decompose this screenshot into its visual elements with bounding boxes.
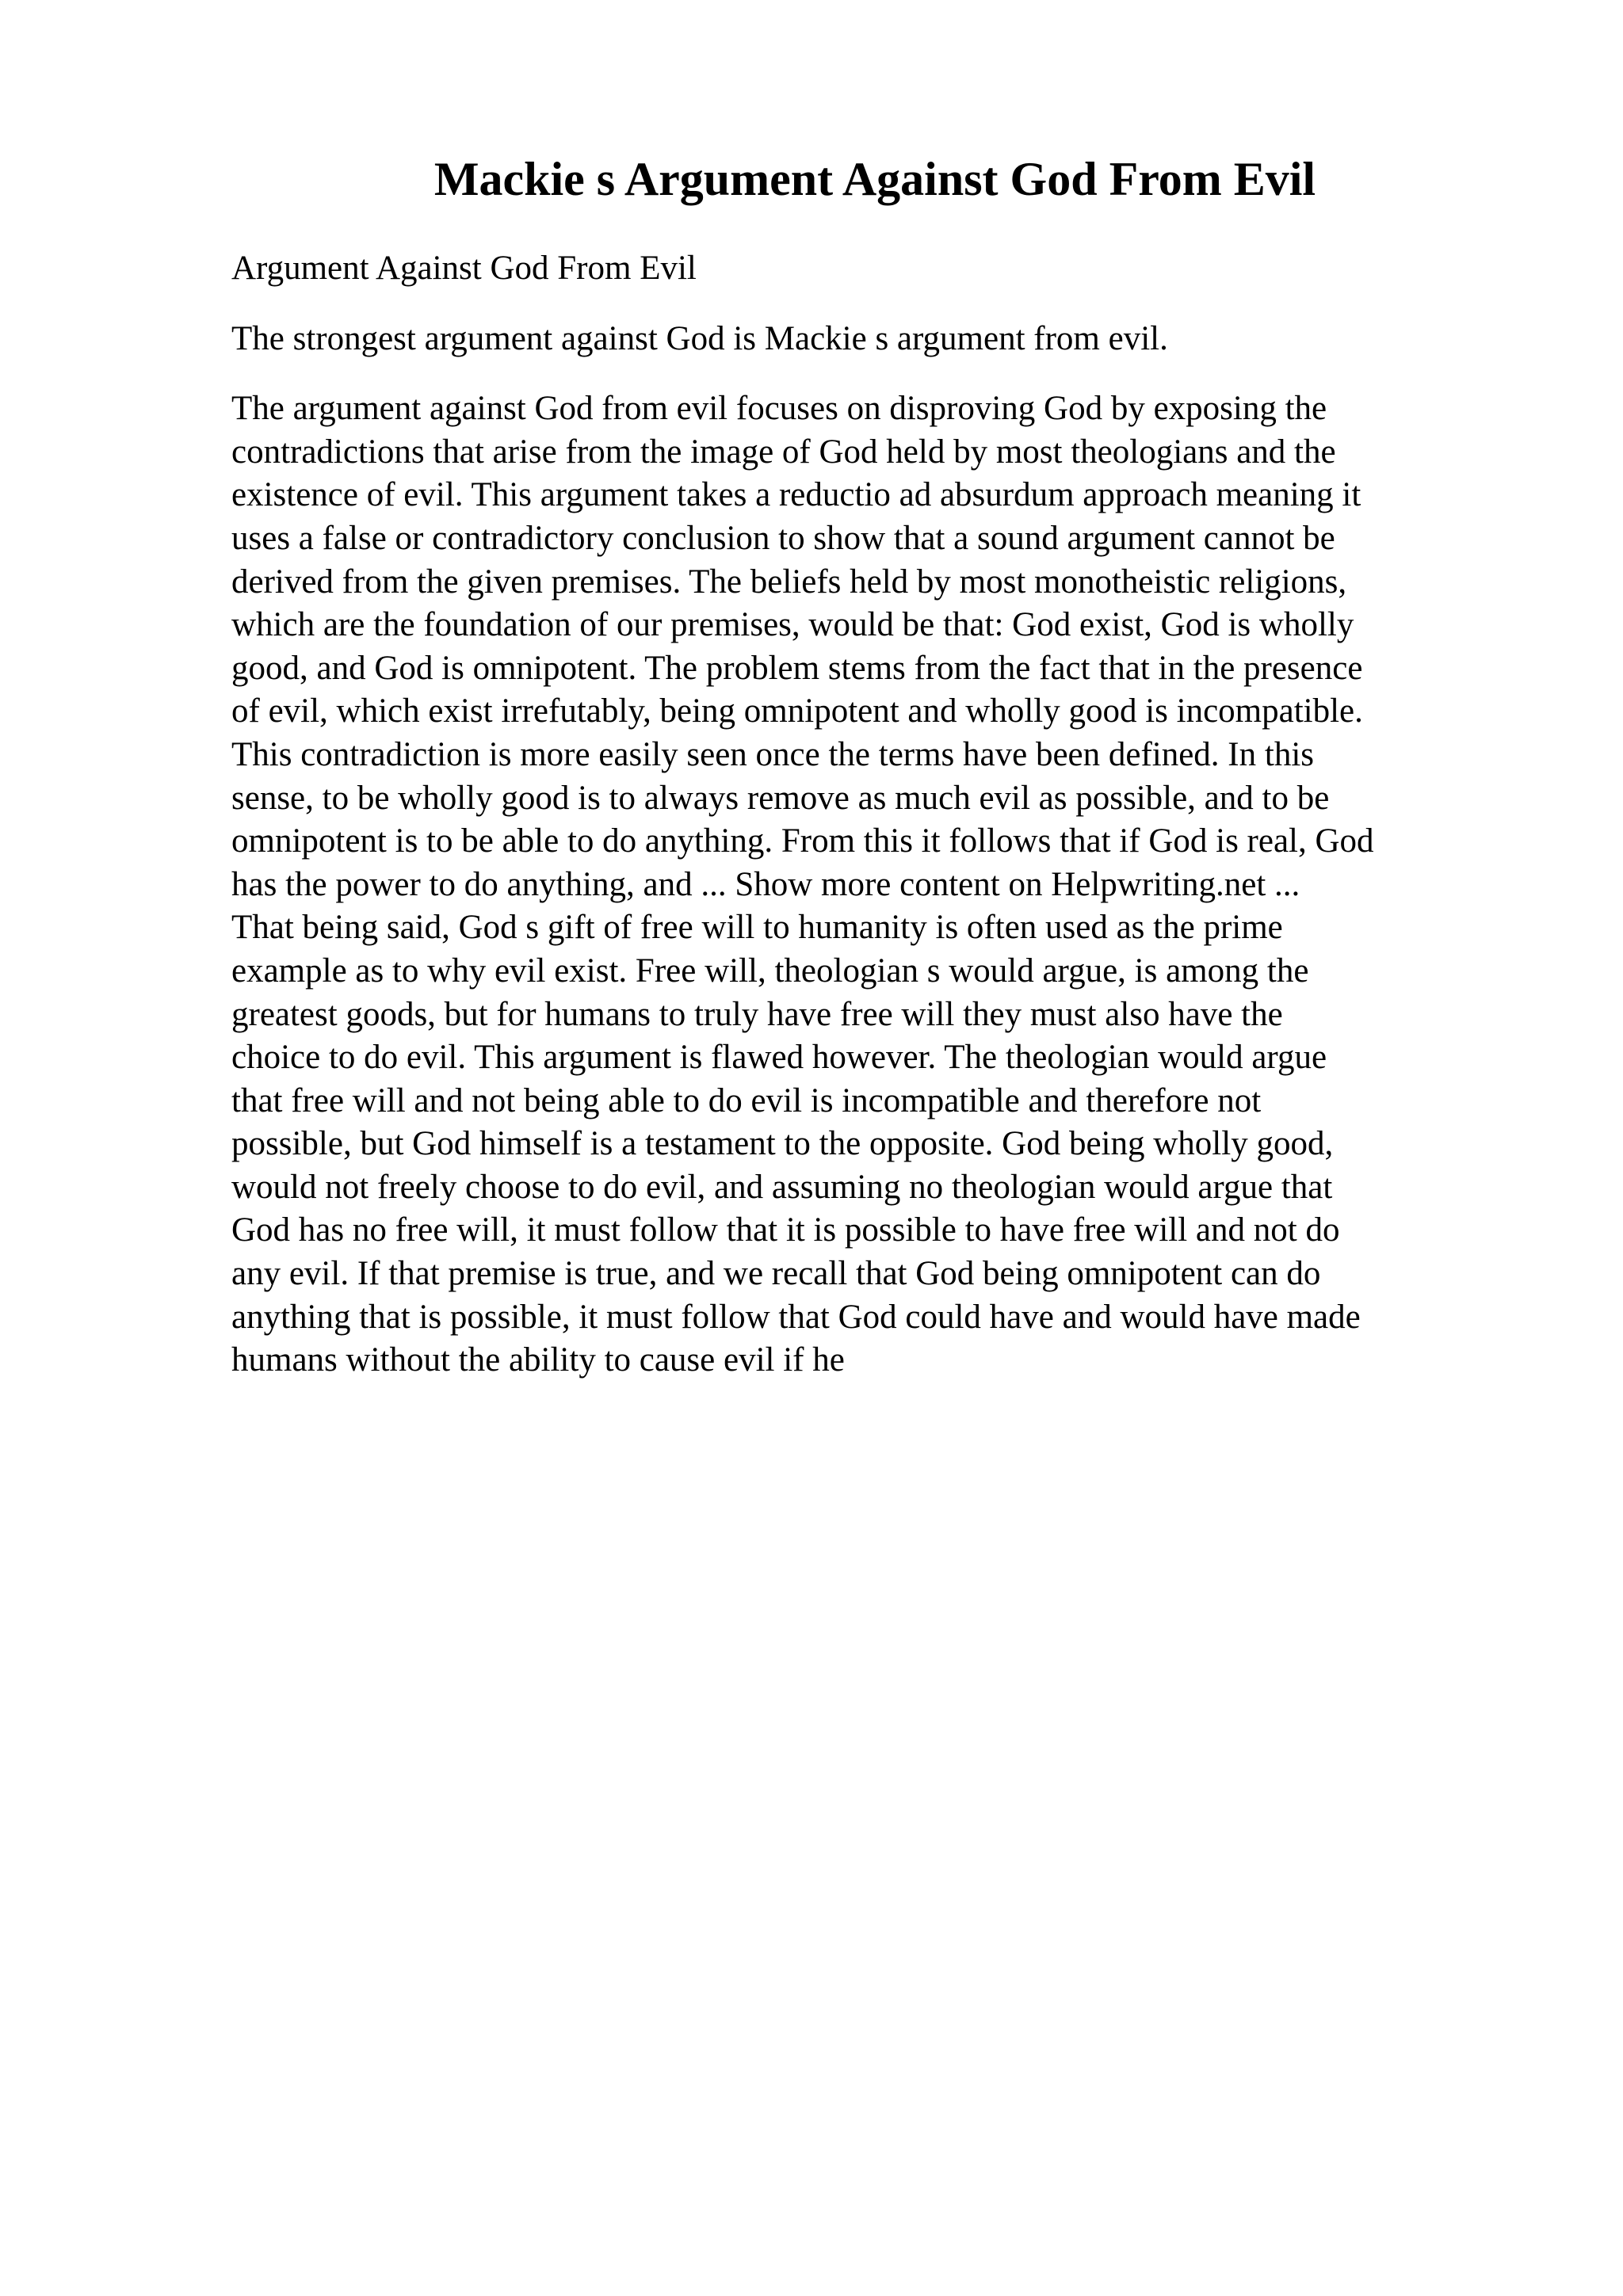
paragraph-line: uses a false or contradictory conclusion to show that a sound argument cannot be: [231, 519, 1335, 557]
paragraph-line: omnipotent is to be able to do anything. From this it follows that if God is real, God: [231, 822, 1374, 860]
paragraph-line: That being said, God s gift of free will to humanity is often used as the prime: [231, 909, 1283, 947]
paragraph-line: has the power to do anything, and ... Show more content on Helpwriting.net ...: [231, 865, 1300, 903]
document-title: Mackie s Argument Against God From Evil: [433, 153, 1316, 205]
paragraph-line: of evil, which exist irrefutably, being omnipotent and wholly good is incompatible.: [231, 692, 1363, 730]
paragraph-line: anything that is possible, it must follow that God could have and would have made: [231, 1298, 1361, 1336]
paragraph-line: humans without the ability to cause evil if he: [231, 1341, 845, 1379]
paragraph-line: which are the foundation of our premises, would be that: God exist, God is wholly: [231, 606, 1354, 644]
paragraph-line: The argument against God from evil focuses on disproving God by exposing the: [231, 390, 1327, 428]
paragraph-line: God has no free will, it must follow that it is possible to have free will and not do: [231, 1211, 1340, 1249]
paragraph-line: derived from the given premises. The beliefs held by most monotheistic religions,: [231, 563, 1347, 601]
paragraph-line: contradictions that arise from the image of God held by most theologians and the: [231, 433, 1336, 471]
paragraph-line: existence of evil. This argument takes a reductio ad absurdum approach meaning it: [231, 476, 1361, 514]
document-body: [231, 247, 1484, 1383]
subtitle: Argument Against God From Evil: [231, 250, 697, 287]
main-paragraph: [231, 387, 1484, 1383]
thesis-paragraph: The strongest argument against God is Mackie s argument from evil.: [231, 319, 1168, 357]
paragraph-line: choice to do evil. This argument is flawed however. The theologian would argue: [231, 1039, 1327, 1077]
paragraph-line: sense, to be wholly good is to always remove as much evil as possible, and to be: [231, 779, 1330, 817]
paragraph-line: that free will and not being able to do evil is incompatible and therefore not: [231, 1081, 1262, 1119]
paragraph-line: possible, but God himself is a testament to the opposite. God being wholly good,: [231, 1125, 1334, 1163]
paragraph-line: good, and God is omnipotent. The problem stems from the fact that in the presence: [231, 649, 1363, 687]
paragraph-line: This contradiction is more easily seen once the terms have been defined. In this: [231, 735, 1315, 773]
paragraph-line: example as to why evil exist. Free will, theologian s would argue, is among the: [231, 952, 1309, 990]
paragraph-line: would not freely choose to do evil, and assuming no theologian would argue that: [231, 1168, 1333, 1206]
paragraph-line: any evil. If that premise is true, and we recall that God being omnipotent can do: [231, 1255, 1321, 1293]
paragraph-line: greatest goods, but for humans to truly have free will they must also have the: [231, 995, 1283, 1033]
